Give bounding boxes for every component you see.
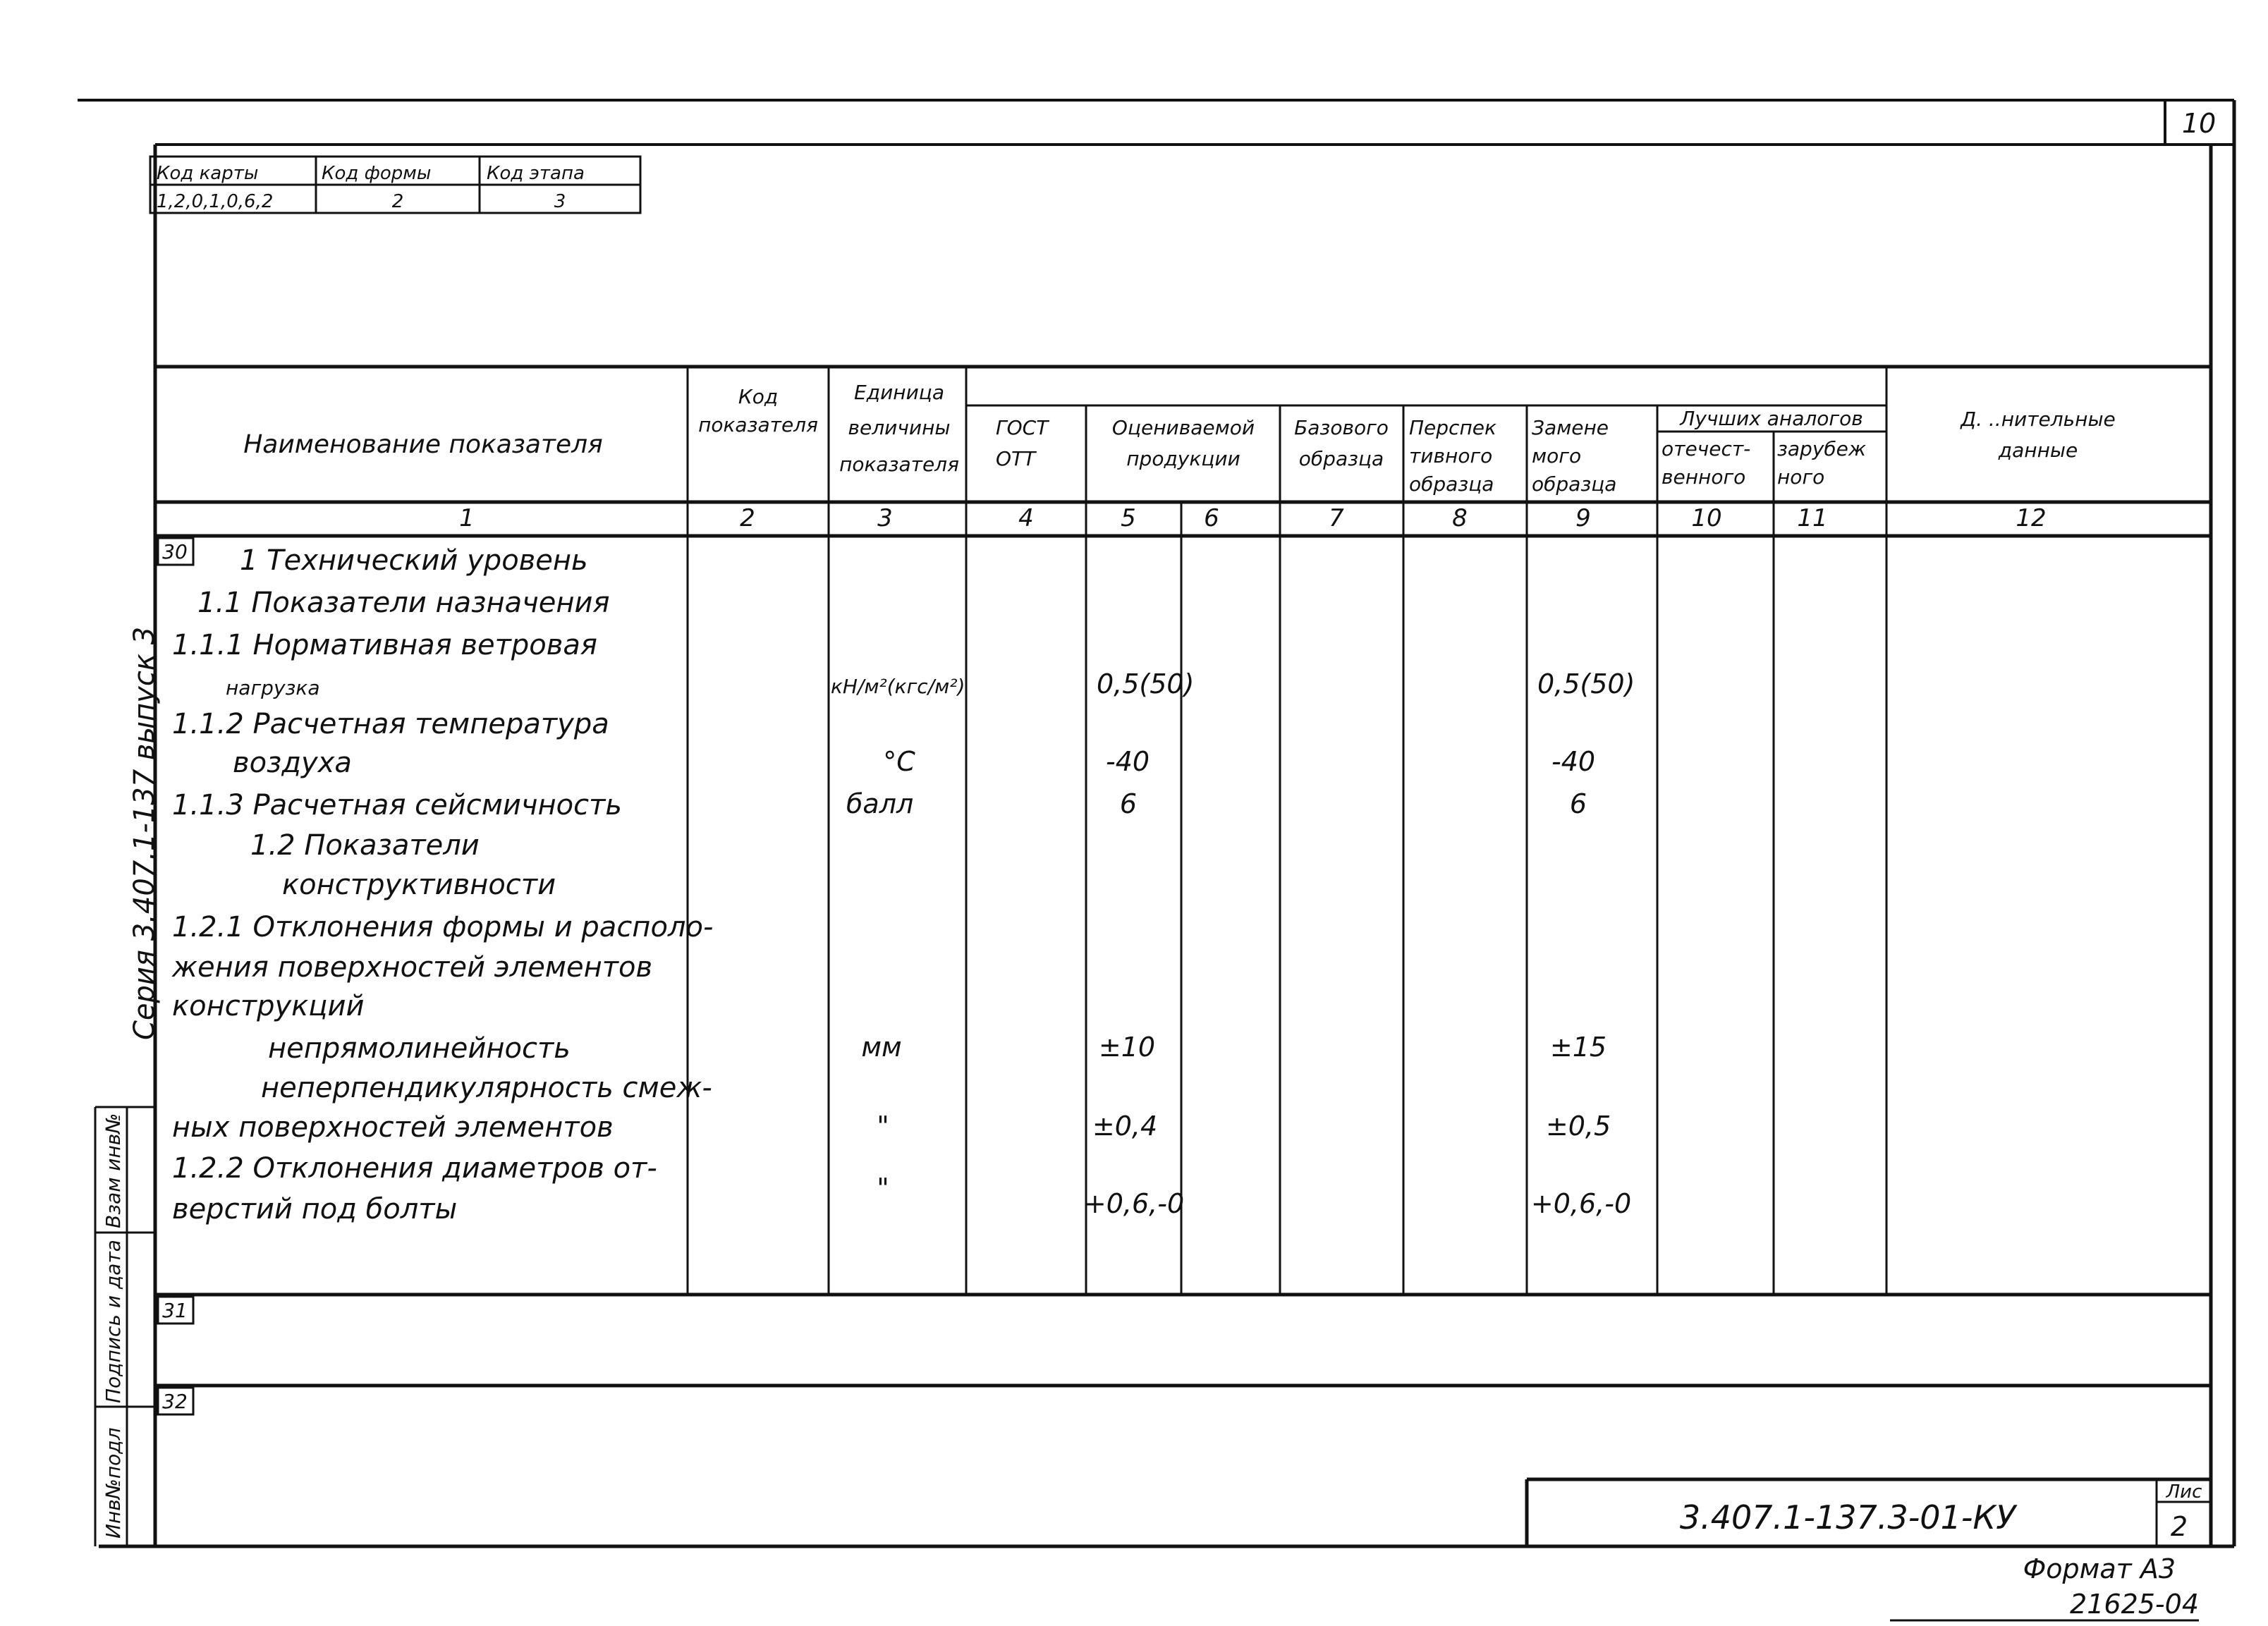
table-body [171,544,1635,1225]
column-numbers [459,504,2046,532]
series-label: Серия 3.407.1-137 выпуск 3 [128,626,161,1040]
header-base-2: образца [1298,447,1384,470]
col-number: 10 [1691,504,1722,532]
document-code: 3.407.1-137.3-01-КУ [1679,1498,2016,1536]
form-code-label: Код формы [322,163,432,184]
form-code-value: 2 [391,191,404,212]
row-eval: +0,6,-0 [1083,1188,1185,1219]
col-number: 2 [740,504,755,532]
header-eval-1: Оцениваемой [1111,416,1255,439]
header-repl-1: Замене [1532,416,1609,439]
row-name: 1.1.2 Расчетная температура [172,708,609,740]
header-code-1: Код [738,385,779,408]
header-persp-3: образца [1409,472,1494,496]
stage-code-value: 3 [554,191,566,212]
header-base-1: Базового [1294,416,1389,439]
col-number: 12 [2016,504,2047,532]
row-code: 31 [162,1299,188,1322]
row-code: 32 [162,1390,188,1413]
header-name: Наименование показателя [243,430,603,459]
header-analogs: Лучших аналогов [1680,407,1863,430]
row-repl: -40 [1551,746,1596,777]
row-unit: балл [846,788,914,819]
col-number: 7 [1329,504,1344,532]
col-number: 4 [1018,504,1034,532]
header-code-2: показателя [698,413,818,436]
row-unit: °С [883,746,915,777]
row-name: 1.2 Показатели [250,829,480,862]
row-unit: мм [861,1032,902,1063]
format-label: Формат А3 [2023,1553,2176,1584]
header-unit-1: Единица [854,381,944,404]
header-repl-3: образца [1532,472,1617,496]
header-eval-2: продукции [1126,447,1240,470]
header-extra-2: данные [1998,439,2078,462]
card-code-value: 1,2,0,1,0,6,2 [157,191,274,212]
row-eval: ±10 [1098,1032,1156,1063]
header-foreign-2: ного [1777,465,1825,489]
header-extra-1: Д. ..нительные [1961,408,2116,431]
row-name: конструкций [172,990,365,1022]
row-repl: +0,6,-0 [1530,1188,1632,1219]
row-eval: 0,5(50) [1097,668,1195,699]
col-number: 11 [1797,504,1828,532]
row-code: 30 [162,540,188,563]
stage-code-label: Код этапа [487,163,585,184]
header-gost-2: ОТТ [996,447,1036,470]
col-number: 8 [1452,504,1468,532]
stamp-signature-date: Подпись и дата [102,1240,125,1403]
stamp-original-inv: Инв№подл [102,1427,125,1539]
frame [78,100,2234,1546]
row-name: неперпендикулярность смеж- [261,1072,712,1104]
row-unit: кН/м²(кгс/м²) [831,675,965,698]
row-name: ных поверхностей элементов [172,1111,614,1144]
row-name: 1.1 Показатели назначения [197,587,610,619]
col-number: 5 [1121,504,1136,532]
row-name: 1.2.1 Отклонения формы и располо- [172,911,714,943]
col-number: 1 [459,504,475,532]
sheet-value: 2 [2170,1511,2188,1542]
header-domestic-1: отечест- [1662,437,1751,460]
row-unit: " [877,1111,889,1142]
col-number: 6 [1204,504,1219,532]
stamp-replace-inv: Взам инв№ [102,1113,125,1228]
row-name: нагрузка [226,676,320,699]
row-name: конструктивности [282,869,556,901]
row-name: верстий под болты [172,1193,458,1225]
col-number: 3 [877,504,893,532]
sheet-number: 10 [2181,108,2217,139]
row-unit: " [877,1173,889,1204]
row-eval: -40 [1106,746,1150,777]
row-name: жения поверхностей элементов [172,951,653,984]
header-foreign-1: зарубеж [1777,437,1867,460]
row-name: 1.2.2 Отклонения диаметров от- [172,1152,657,1185]
header-unit-3: показателя [839,453,959,476]
header-gost-1: ГОСТ [996,416,1049,439]
row-repl: 6 [1569,788,1587,819]
sheet-label: Лис [2166,1481,2202,1503]
row-repl: 0,5(50) [1537,668,1635,699]
col-number: 9 [1575,504,1591,532]
row-name: 1.1.3 Расчетная сейсмичность [172,789,622,821]
row-repl: ±0,5 [1545,1111,1611,1142]
header-unit-2: величины [848,416,951,439]
header-domestic-2: венного [1662,465,1746,489]
row-eval: ±0,4 [1092,1111,1158,1142]
row-name: 1 Технический уровень [240,544,588,577]
row-name: воздуха [233,747,352,779]
header-persp-1: Перспек [1409,416,1496,439]
row-eval: 6 [1119,788,1138,819]
row-name: непрямолинейность [268,1032,571,1065]
card-code-label: Код карты [157,163,259,184]
header-repl-2: мого [1532,444,1582,467]
header-persp-2: тивного [1409,444,1493,467]
footer-number: 21625-04 [2070,1589,2199,1620]
row-name: 1.1.1 Нормативная ветровая [172,629,597,661]
row-repl: ±15 [1549,1032,1607,1063]
